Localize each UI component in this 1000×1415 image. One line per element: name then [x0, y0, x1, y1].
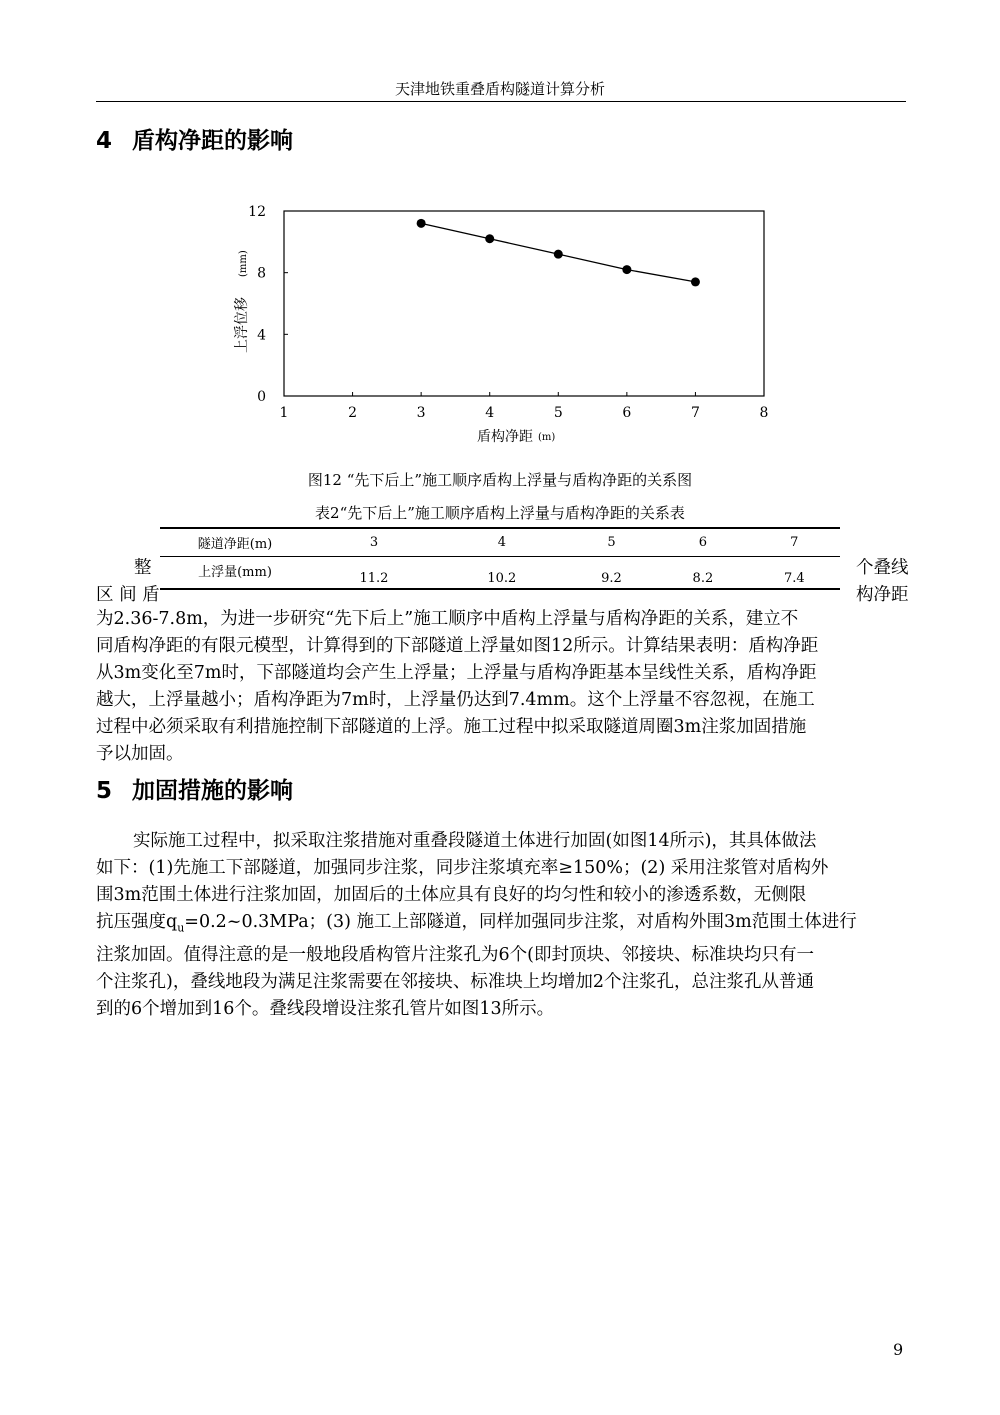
paragraph-line: 为2.36-7.8m，为进一步研究“先下后上”施工顺序中盾构上浮量与盾构净距的关系，建立不	[96, 609, 799, 629]
section-4-title: 盾构净距的影响	[132, 128, 293, 154]
table-2-caption: 表2“先下后上”施工顺序盾构上浮量与盾构净距的关系表	[315, 504, 685, 522]
x-tick-label: 8	[759, 405, 769, 421]
paragraph-line: 过程中必须采取有利措施控制下部隧道的上浮。施工过程中拟采取隧道周圈3m注浆加固措施	[96, 717, 807, 737]
table-cell: 6	[657, 528, 748, 557]
x-tick-label: 7	[690, 405, 700, 421]
table-cell: 9.2	[566, 557, 657, 590]
y-tick-label: 0	[257, 389, 266, 405]
figure-12-caption: 图12 “先下后上”施工顺序盾构上浮量与盾构净距的关系图	[307, 471, 693, 489]
table-cell: 5	[566, 528, 657, 557]
y-tick-label: 8	[257, 265, 266, 282]
text-run: =0.2~0.3MPa；(3) 施工上部隧道，同样加强同步注浆，对盾构外围3m范围土体进行	[184, 912, 857, 932]
plot-frame	[284, 211, 764, 396]
table-cell: 11.2	[310, 557, 438, 590]
table-cell: 8.2	[657, 557, 748, 590]
y-axis-unit: (mm)	[238, 250, 249, 277]
x-tick-label: 6	[622, 405, 632, 421]
wrap-right-2: 构净距	[856, 585, 909, 605]
running-header: 天津地铁重叠盾构隧道计算分析	[394, 80, 605, 98]
wrap-right-1: 个叠线	[856, 558, 909, 578]
table-row-label: 隧道净距(m)	[160, 528, 310, 557]
y-tick-label: 12	[248, 204, 266, 220]
paragraph-line: 予以加固。	[96, 744, 184, 764]
y-tick-label: 4	[257, 327, 266, 344]
section-4-number: 4	[96, 128, 113, 154]
paragraph-line: 从3m变化至7m时，下部隧道均会产生上浮量；上浮量与盾构净距基本呈线性关系，盾构净距	[96, 663, 817, 683]
x-tick-label: 2	[348, 405, 358, 421]
x-tick-label: 1	[279, 405, 289, 421]
header-rule	[96, 101, 906, 102]
paragraph-line: 到的6个增加到16个。叠线段增设注浆孔管片如图13所示。	[96, 998, 555, 1019]
paragraph-line: 围3m范围土体进行注浆加固，加固后的土体应具有良好的均匀性和较小的渗透系数，无侧限	[96, 885, 807, 905]
table-2	[160, 527, 840, 590]
table-cell: 3	[310, 528, 438, 557]
table-cell: 10.2	[438, 557, 566, 590]
x-axis-label: 盾构净距	[477, 429, 533, 445]
data-point	[485, 234, 494, 243]
paragraph-line: 如下：(1)先施工下部隧道，加强同步注浆，同步注浆填充率≥150%；(2) 采用注浆管对盾构外	[96, 858, 829, 878]
page-number: 9	[893, 1340, 904, 1359]
data-point	[417, 219, 426, 228]
x-axis-unit: (m)	[538, 432, 556, 443]
data-point	[622, 265, 631, 274]
x-tick-label: 5	[553, 405, 563, 421]
subscript-u: u	[177, 921, 185, 935]
paragraph-line: 个注浆孔)，叠线地段为满足注浆需要在邻接块、标准块上均增加2个注浆孔，总注浆孔从普通	[96, 971, 814, 992]
paragraph-line	[96, 909, 910, 942]
section-5-heading	[96, 772, 293, 805]
section-5-number: 5	[96, 778, 113, 804]
table-cell: 7	[749, 528, 840, 557]
paragraph-line: 注浆加固。值得注意的是一般地段盾构管片注浆孔为6个(即封顶块、邻接块、标准块均只有一	[96, 944, 814, 965]
table-row-label: 上浮量(mm)	[160, 557, 310, 590]
y-axis-label: 上浮位移	[234, 297, 250, 353]
figure-12-chart	[220, 190, 790, 460]
data-point	[691, 277, 700, 286]
section-4-heading	[96, 122, 293, 155]
x-tick-label: 3	[416, 405, 426, 421]
table-row	[160, 557, 840, 590]
paragraph-2	[96, 828, 910, 1023]
data-point	[554, 250, 563, 259]
table-cell: 7.4	[749, 557, 840, 590]
section-5-title: 加固措施的影响	[132, 778, 293, 804]
paragraph-line: 同盾构净距的有限元模型，计算得到的下部隧道上浮量如图12所示。计算结果表明：盾构净距	[96, 636, 819, 656]
table-cell: 4	[438, 528, 566, 557]
wrap-left-1: 整	[134, 558, 152, 578]
wrap-left-2: 区 间 盾	[96, 585, 160, 605]
x-tick-label: 4	[485, 405, 495, 421]
text-run: 抗压强度q	[96, 912, 178, 932]
paragraph-1	[96, 606, 910, 768]
paragraph-line: 实际施工过程中，拟采取注浆措施对重叠段隧道土体进行加固(如图14所示)，其具体做法	[133, 831, 817, 851]
paragraph-line: 越大，上浮量越小；盾构净距为7m时，上浮量仍达到7.4mm。这个上浮量不容忽视，在施工	[96, 690, 815, 710]
table-row	[160, 528, 840, 557]
